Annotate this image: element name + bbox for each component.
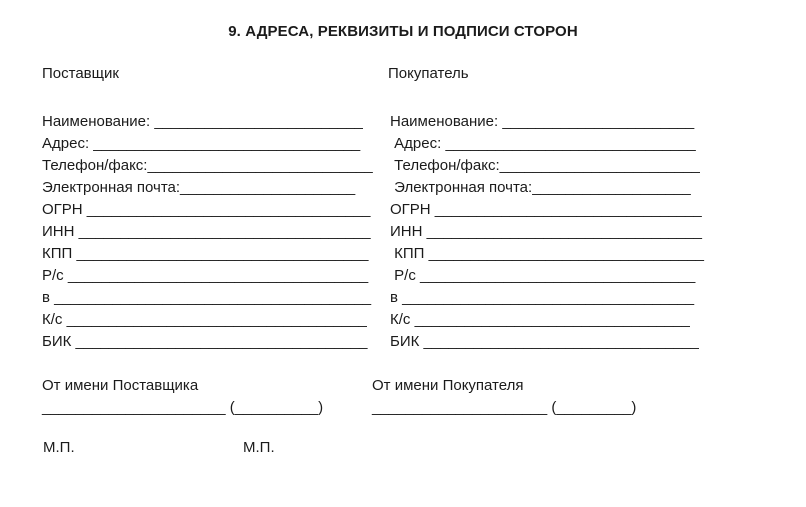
buyer-field-name: Наименование: _______________________ [390,113,695,130]
buyer-field-corr-account: К/с _________________________________ [390,311,690,328]
supplier-field-bik: БИК ___________________________________ [42,333,368,350]
supplier-requisites [42,111,373,353]
buyer-requisites [390,111,704,353]
buyer-field-settlement-account: Р/с _________________________________ [390,267,696,284]
supplier-header: Поставщик [42,65,119,82]
supplier-signature-line: ______________________ (__________) [42,399,324,416]
stamp-placeholder-right: М.П. [243,439,275,456]
supplier-signature-block [42,375,323,419]
buyer-signature-line: _____________________ (_________) [372,399,637,416]
buyer-field-bank: в ___________________________________ [390,289,695,306]
supplier-field-kpp: КПП ___________________________________ [42,245,369,262]
buyer-signature-block [372,375,636,419]
buyer-field-address: Адрес: ______________________________ [390,135,696,152]
buyer-field-kpp: КПП _________________________________ [390,245,704,262]
stamp-placeholder-left: М.П. [43,439,75,456]
supplier-field-ogrn: ОГРН __________________________________ [42,201,371,218]
buyer-field-phone-fax: Телефон/факс:________________________ [390,157,700,174]
buyer-field-ogrn: ОГРН ________________________________ [390,201,702,218]
supplier-field-address: Адрес: ________________________________ [42,135,361,152]
supplier-field-corr-account: К/с ____________________________________ [42,311,367,328]
supplier-field-inn: ИНН ___________________________________ [42,223,371,240]
buyer-field-email: Электронная почта:___________________ [390,179,691,196]
supplier-field-bank: в ______________________________________ [42,289,372,306]
buyer-field-inn: ИНН _________________________________ [390,223,702,240]
supplier-field-phone-fax: Телефон/факс:___________________________ [42,157,373,174]
buyer-header: Покупатель [388,65,469,82]
section-title: 9. АДРЕСА, РЕКВИЗИТЫ И ПОДПИСИ СТОРОН [228,23,578,40]
buyer-signer-label: От имени Покупателя [372,377,524,394]
supplier-field-settlement-account: Р/с ____________________________________ [42,267,369,284]
buyer-field-bik: БИК _________________________________ [390,333,699,350]
supplier-field-email: Электронная почта:_____________________ [42,179,356,196]
supplier-signer-label: От имени Поставщика [42,377,199,394]
supplier-field-name: Наименование: _________________________ [42,113,363,130]
